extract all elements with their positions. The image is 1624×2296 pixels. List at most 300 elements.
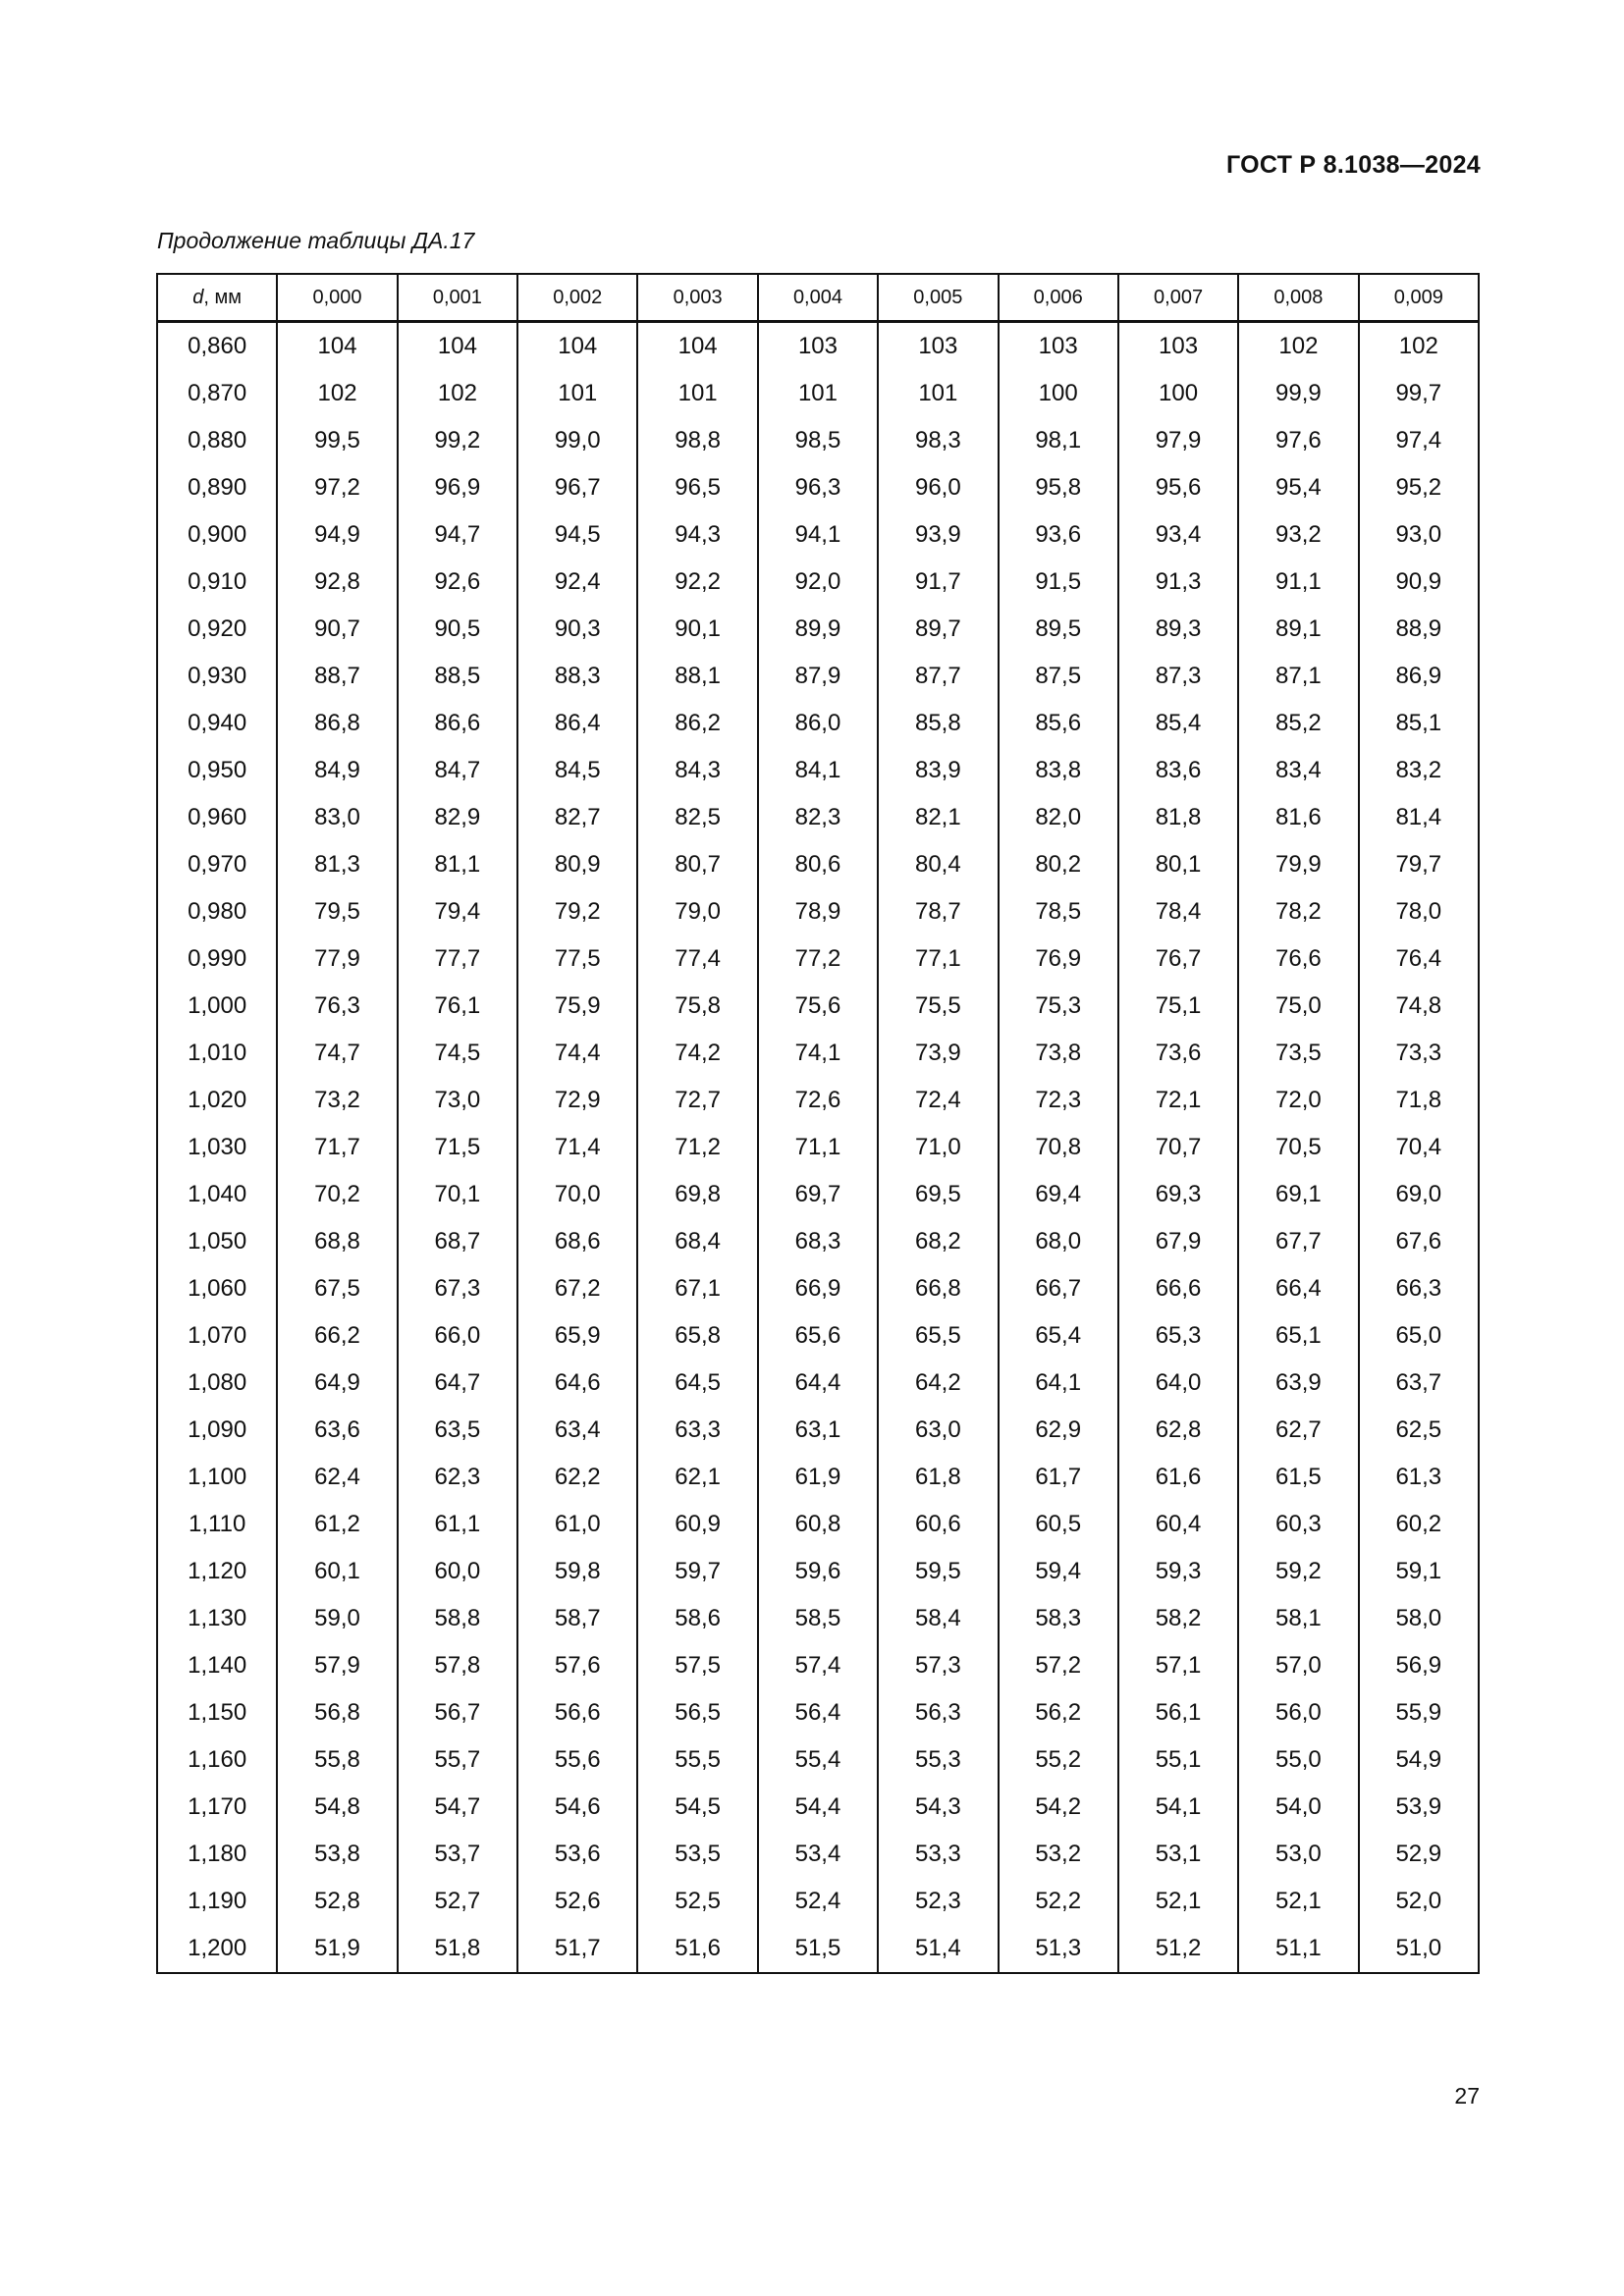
- d-unit: , мм: [203, 286, 243, 308]
- row-d-value: 1,110: [157, 1501, 277, 1548]
- table-cell: 62,8: [1118, 1407, 1238, 1454]
- table-cell: 76,7: [1118, 935, 1238, 983]
- table-cell: 85,6: [999, 700, 1118, 747]
- table-cell: 57,2: [999, 1642, 1118, 1689]
- table-cell: 66,2: [277, 1312, 397, 1360]
- data-table: [156, 273, 1480, 1974]
- table-cell: 92,2: [637, 559, 757, 606]
- table-cell: 85,4: [1118, 700, 1238, 747]
- table-cell: 53,0: [1238, 1831, 1358, 1878]
- table-cell: 57,9: [277, 1642, 397, 1689]
- row-d-value: 1,100: [157, 1454, 277, 1501]
- table-cell: 79,4: [398, 888, 517, 935]
- table-cell: 94,7: [398, 511, 517, 559]
- table-cell: 60,9: [637, 1501, 757, 1548]
- table-cell: 64,6: [517, 1360, 637, 1407]
- table-cell: 75,0: [1238, 983, 1358, 1030]
- table-cell: 54,4: [758, 1784, 878, 1831]
- table-cell: 54,0: [1238, 1784, 1358, 1831]
- table-cell: 104: [517, 322, 637, 371]
- table-cell: 56,6: [517, 1689, 637, 1736]
- table-cell: 73,8: [999, 1030, 1118, 1077]
- table-row: [157, 1312, 1479, 1360]
- table-cell: 60,3: [1238, 1501, 1358, 1548]
- table-cell: 60,1: [277, 1548, 397, 1595]
- table-cell: 78,4: [1118, 888, 1238, 935]
- table-cell: 94,5: [517, 511, 637, 559]
- table-cell: 79,7: [1359, 841, 1479, 888]
- table-cell: 53,1: [1118, 1831, 1238, 1878]
- table-cell: 93,6: [999, 511, 1118, 559]
- table-cell: 98,8: [637, 417, 757, 464]
- table-cell: 64,9: [277, 1360, 397, 1407]
- table-cell: 83,0: [277, 794, 397, 841]
- table-cell: 69,4: [999, 1171, 1118, 1218]
- table-cell: 60,5: [999, 1501, 1118, 1548]
- table-cell: 101: [637, 370, 757, 417]
- table-cell: 52,4: [758, 1878, 878, 1925]
- table-cell: 85,8: [878, 700, 998, 747]
- table-cell: 96,0: [878, 464, 998, 511]
- table-cell: 87,5: [999, 653, 1118, 700]
- d-symbol: d: [192, 286, 204, 308]
- row-d-value: 1,170: [157, 1784, 277, 1831]
- row-d-value: 1,010: [157, 1030, 277, 1077]
- table-cell: 77,5: [517, 935, 637, 983]
- table-cell: 82,7: [517, 794, 637, 841]
- table-cell: 71,7: [277, 1124, 397, 1171]
- table-cell: 71,0: [878, 1124, 998, 1171]
- table-cell: 83,8: [999, 747, 1118, 794]
- row-d-value: 1,050: [157, 1218, 277, 1265]
- table-header: [157, 274, 1479, 322]
- table-row: [157, 1784, 1479, 1831]
- table-cell: 92,6: [398, 559, 517, 606]
- table-cell: 99,0: [517, 417, 637, 464]
- table-cell: 93,9: [878, 511, 998, 559]
- table-cell: 52,9: [1359, 1831, 1479, 1878]
- table-cell: 72,6: [758, 1077, 878, 1124]
- table-cell: 79,0: [637, 888, 757, 935]
- table-cell: 60,0: [398, 1548, 517, 1595]
- table-cell: 80,2: [999, 841, 1118, 888]
- column-header: 0,007: [1118, 274, 1238, 322]
- table-cell: 70,2: [277, 1171, 397, 1218]
- table-cell: 57,1: [1118, 1642, 1238, 1689]
- table-cell: 53,9: [1359, 1784, 1479, 1831]
- table-cell: 67,7: [1238, 1218, 1358, 1265]
- table-cell: 70,0: [517, 1171, 637, 1218]
- table-cell: 66,8: [878, 1265, 998, 1312]
- table-cell: 51,2: [1118, 1925, 1238, 1973]
- table-row: [157, 1030, 1479, 1077]
- table-cell: 68,4: [637, 1218, 757, 1265]
- table-cell: 74,8: [1359, 983, 1479, 1030]
- table-cell: 63,4: [517, 1407, 637, 1454]
- table-cell: 77,9: [277, 935, 397, 983]
- table-cell: 51,7: [517, 1925, 637, 1973]
- table-cell: 97,9: [1118, 417, 1238, 464]
- table-row: [157, 1360, 1479, 1407]
- row-d-value: 0,870: [157, 370, 277, 417]
- table-cell: 65,1: [1238, 1312, 1358, 1360]
- table-cell: 55,9: [1359, 1689, 1479, 1736]
- table-cell: 63,0: [878, 1407, 998, 1454]
- table-cell: 104: [277, 322, 397, 371]
- table-cell: 58,3: [999, 1595, 1118, 1642]
- column-header: 0,008: [1238, 274, 1358, 322]
- table-cell: 73,2: [277, 1077, 397, 1124]
- table-cell: 77,4: [637, 935, 757, 983]
- table-cell: 65,3: [1118, 1312, 1238, 1360]
- table-cell: 96,3: [758, 464, 878, 511]
- table-cell: 61,5: [1238, 1454, 1358, 1501]
- table-cell: 56,4: [758, 1689, 878, 1736]
- table-cell: 75,1: [1118, 983, 1238, 1030]
- table-cell: 83,9: [878, 747, 998, 794]
- table-cell: 59,0: [277, 1595, 397, 1642]
- table-cell: 81,8: [1118, 794, 1238, 841]
- table-cell: 80,7: [637, 841, 757, 888]
- table-cell: 86,0: [758, 700, 878, 747]
- table-cell: 57,3: [878, 1642, 998, 1689]
- table-cell: 61,6: [1118, 1454, 1238, 1501]
- table-cell: 52,1: [1238, 1878, 1358, 1925]
- table-cell: 51,4: [878, 1925, 998, 1973]
- table-cell: 65,8: [637, 1312, 757, 1360]
- column-header: 0,000: [277, 274, 397, 322]
- table-cell: 102: [398, 370, 517, 417]
- table-cell: 85,1: [1359, 700, 1479, 747]
- table-cell: 61,3: [1359, 1454, 1479, 1501]
- row-d-value: 1,030: [157, 1124, 277, 1171]
- table-cell: 59,7: [637, 1548, 757, 1595]
- table-cell: 102: [1359, 322, 1479, 371]
- table-cell: 89,5: [999, 606, 1118, 653]
- table-cell: 103: [1118, 322, 1238, 371]
- table-cell: 88,1: [637, 653, 757, 700]
- table-cell: 88,3: [517, 653, 637, 700]
- table-cell: 64,4: [758, 1360, 878, 1407]
- table-cell: 54,7: [398, 1784, 517, 1831]
- table-cell: 58,1: [1238, 1595, 1358, 1642]
- table-row: [157, 1171, 1479, 1218]
- table-row: [157, 1831, 1479, 1878]
- table-cell: 56,0: [1238, 1689, 1358, 1736]
- table-cell: 58,8: [398, 1595, 517, 1642]
- table-cell: 97,2: [277, 464, 397, 511]
- table-cell: 104: [398, 322, 517, 371]
- table-cell: 82,0: [999, 794, 1118, 841]
- table-cell: 53,3: [878, 1831, 998, 1878]
- table-cell: 78,2: [1238, 888, 1358, 935]
- table-cell: 86,4: [517, 700, 637, 747]
- table-cell: 52,7: [398, 1878, 517, 1925]
- table-row: [157, 935, 1479, 983]
- table-cell: 70,5: [1238, 1124, 1358, 1171]
- table-cell: 80,4: [878, 841, 998, 888]
- row-d-value: 1,000: [157, 983, 277, 1030]
- table-cell: 83,6: [1118, 747, 1238, 794]
- table-cell: 72,1: [1118, 1077, 1238, 1124]
- table-cell: 52,8: [277, 1878, 397, 1925]
- table-cell: 63,1: [758, 1407, 878, 1454]
- table-cell: 54,5: [637, 1784, 757, 1831]
- table-cell: 81,1: [398, 841, 517, 888]
- table-cell: 99,5: [277, 417, 397, 464]
- table-cell: 79,9: [1238, 841, 1358, 888]
- table-cell: 78,5: [999, 888, 1118, 935]
- table-cell: 56,3: [878, 1689, 998, 1736]
- table-cell: 101: [517, 370, 637, 417]
- table-row: [157, 1595, 1479, 1642]
- table-cell: 59,8: [517, 1548, 637, 1595]
- table-cell: 56,9: [1359, 1642, 1479, 1689]
- row-d-value: 1,090: [157, 1407, 277, 1454]
- table-cell: 55,3: [878, 1736, 998, 1784]
- table-row: [157, 794, 1479, 841]
- table-cell: 55,0: [1238, 1736, 1358, 1784]
- table-cell: 53,8: [277, 1831, 397, 1878]
- table-cell: 66,9: [758, 1265, 878, 1312]
- table-cell: 72,9: [517, 1077, 637, 1124]
- table-cell: 58,5: [758, 1595, 878, 1642]
- table-cell: 57,6: [517, 1642, 637, 1689]
- table-cell: 71,2: [637, 1124, 757, 1171]
- table-cell: 76,1: [398, 983, 517, 1030]
- table-cell: 73,0: [398, 1077, 517, 1124]
- table-cell: 65,6: [758, 1312, 878, 1360]
- table-cell: 63,7: [1359, 1360, 1479, 1407]
- table-cell: 70,8: [999, 1124, 1118, 1171]
- table-cell: 76,9: [999, 935, 1118, 983]
- table-cell: 81,6: [1238, 794, 1358, 841]
- table-cell: 81,4: [1359, 794, 1479, 841]
- row-d-value: 0,860: [157, 322, 277, 371]
- table-cell: 60,2: [1359, 1501, 1479, 1548]
- table-cell: 70,4: [1359, 1124, 1479, 1171]
- row-d-value: 0,940: [157, 700, 277, 747]
- table-cell: 51,3: [999, 1925, 1118, 1973]
- table-row: [157, 1077, 1479, 1124]
- page-number: 27: [1454, 2083, 1480, 2109]
- row-d-value: 0,930: [157, 653, 277, 700]
- row-d-value: 1,200: [157, 1925, 277, 1973]
- table-cell: 59,4: [999, 1548, 1118, 1595]
- table-cell: 55,2: [999, 1736, 1118, 1784]
- table-cell: 82,9: [398, 794, 517, 841]
- table-cell: 76,6: [1238, 935, 1358, 983]
- table-cell: 54,3: [878, 1784, 998, 1831]
- table-cell: 89,3: [1118, 606, 1238, 653]
- table-cell: 72,4: [878, 1077, 998, 1124]
- table-cell: 103: [758, 322, 878, 371]
- table-cell: 73,6: [1118, 1030, 1238, 1077]
- table-body: [157, 322, 1479, 1974]
- table-cell: 82,5: [637, 794, 757, 841]
- table-cell: 51,0: [1359, 1925, 1479, 1973]
- table-cell: 87,9: [758, 653, 878, 700]
- table-cell: 91,7: [878, 559, 998, 606]
- table-cell: 51,1: [1238, 1925, 1358, 1973]
- table-cell: 69,8: [637, 1171, 757, 1218]
- table-cell: 56,1: [1118, 1689, 1238, 1736]
- table-cell: 90,1: [637, 606, 757, 653]
- table-cell: 63,3: [637, 1407, 757, 1454]
- table-row: [157, 1407, 1479, 1454]
- table-cell: 56,2: [999, 1689, 1118, 1736]
- table-cell: 72,7: [637, 1077, 757, 1124]
- table-cell: 67,1: [637, 1265, 757, 1312]
- table-cell: 71,4: [517, 1124, 637, 1171]
- table-cell: 53,2: [999, 1831, 1118, 1878]
- table-cell: 102: [277, 370, 397, 417]
- table-cell: 58,6: [637, 1595, 757, 1642]
- table-cell: 74,4: [517, 1030, 637, 1077]
- table-cell: 98,3: [878, 417, 998, 464]
- table-cell: 62,2: [517, 1454, 637, 1501]
- row-d-value: 0,880: [157, 417, 277, 464]
- row-d-value: 1,080: [157, 1360, 277, 1407]
- table-cell: 93,4: [1118, 511, 1238, 559]
- table-cell: 93,0: [1359, 511, 1479, 559]
- table-cell: 62,4: [277, 1454, 397, 1501]
- table-cell: 84,3: [637, 747, 757, 794]
- table-cell: 61,0: [517, 1501, 637, 1548]
- table-cell: 67,3: [398, 1265, 517, 1312]
- table-cell: 99,9: [1238, 370, 1358, 417]
- table-cell: 57,0: [1238, 1642, 1358, 1689]
- table-cell: 73,9: [878, 1030, 998, 1077]
- table-cell: 80,6: [758, 841, 878, 888]
- table-row: [157, 983, 1479, 1030]
- table-cell: 96,7: [517, 464, 637, 511]
- table-row: [157, 1689, 1479, 1736]
- header-row: [157, 274, 1479, 322]
- table-row: [157, 511, 1479, 559]
- row-d-value: 0,970: [157, 841, 277, 888]
- table-row: [157, 606, 1479, 653]
- table-row: [157, 700, 1479, 747]
- table-cell: 58,0: [1359, 1595, 1479, 1642]
- table-cell: 78,9: [758, 888, 878, 935]
- table-cell: 66,6: [1118, 1265, 1238, 1312]
- table-cell: 87,3: [1118, 653, 1238, 700]
- table-cell: 90,7: [277, 606, 397, 653]
- table-cell: 78,7: [878, 888, 998, 935]
- table-row: [157, 1878, 1479, 1925]
- table-cell: 95,2: [1359, 464, 1479, 511]
- table-cell: 70,1: [398, 1171, 517, 1218]
- table-cell: 61,2: [277, 1501, 397, 1548]
- table-cell: 95,8: [999, 464, 1118, 511]
- table-cell: 88,7: [277, 653, 397, 700]
- table-cell: 65,5: [878, 1312, 998, 1360]
- table-cell: 69,3: [1118, 1171, 1238, 1218]
- table-cell: 62,1: [637, 1454, 757, 1501]
- table-cell: 71,8: [1359, 1077, 1479, 1124]
- table-cell: 74,1: [758, 1030, 878, 1077]
- table-cell: 92,0: [758, 559, 878, 606]
- table-cell: 67,5: [277, 1265, 397, 1312]
- table-cell: 68,6: [517, 1218, 637, 1265]
- table-cell: 95,6: [1118, 464, 1238, 511]
- table-cell: 103: [999, 322, 1118, 371]
- row-d-value: 1,180: [157, 1831, 277, 1878]
- table-cell: 99,2: [398, 417, 517, 464]
- table-cell: 97,6: [1238, 417, 1358, 464]
- table-cell: 75,6: [758, 983, 878, 1030]
- row-d-value: 1,130: [157, 1595, 277, 1642]
- row-d-value: 0,890: [157, 464, 277, 511]
- table-cell: 52,5: [637, 1878, 757, 1925]
- table-cell: 65,0: [1359, 1312, 1479, 1360]
- table-cell: 79,2: [517, 888, 637, 935]
- table-cell: 86,8: [277, 700, 397, 747]
- table-row: [157, 1925, 1479, 1973]
- table-cell: 51,5: [758, 1925, 878, 1973]
- table-cell: 52,0: [1359, 1878, 1479, 1925]
- table-cell: 53,6: [517, 1831, 637, 1878]
- table-cell: 62,9: [999, 1407, 1118, 1454]
- table-row: [157, 1642, 1479, 1689]
- table-cell: 53,5: [637, 1831, 757, 1878]
- table-cell: 100: [1118, 370, 1238, 417]
- table-cell: 69,1: [1238, 1171, 1358, 1218]
- table-cell: 90,3: [517, 606, 637, 653]
- table-cell: 52,6: [517, 1878, 637, 1925]
- table-cell: 98,1: [999, 417, 1118, 464]
- table-row: [157, 370, 1479, 417]
- table-cell: 82,3: [758, 794, 878, 841]
- table-cell: 71,5: [398, 1124, 517, 1171]
- table-cell: 59,5: [878, 1548, 998, 1595]
- table-cell: 84,9: [277, 747, 397, 794]
- table-cell: 64,1: [999, 1360, 1118, 1407]
- table-cell: 74,5: [398, 1030, 517, 1077]
- table-cell: 55,5: [637, 1736, 757, 1784]
- table-cell: 100: [999, 370, 1118, 417]
- table-cell: 84,7: [398, 747, 517, 794]
- table-row: [157, 1454, 1479, 1501]
- table-cell: 55,6: [517, 1736, 637, 1784]
- table-cell: 87,7: [878, 653, 998, 700]
- table-cell: 83,2: [1359, 747, 1479, 794]
- row-d-value: 0,910: [157, 559, 277, 606]
- table-cell: 61,9: [758, 1454, 878, 1501]
- column-header: 0,001: [398, 274, 517, 322]
- table-cell: 90,5: [398, 606, 517, 653]
- table-cell: 86,6: [398, 700, 517, 747]
- table-cell: 73,5: [1238, 1030, 1358, 1077]
- table-cell: 64,2: [878, 1360, 998, 1407]
- table-cell: 75,8: [637, 983, 757, 1030]
- table-cell: 53,7: [398, 1831, 517, 1878]
- row-d-value: 0,920: [157, 606, 277, 653]
- table-cell: 55,1: [1118, 1736, 1238, 1784]
- table-cell: 73,3: [1359, 1030, 1479, 1077]
- table-cell: 68,7: [398, 1218, 517, 1265]
- row-d-value: 1,020: [157, 1077, 277, 1124]
- table-cell: 94,9: [277, 511, 397, 559]
- row-d-value: 1,190: [157, 1878, 277, 1925]
- table-cell: 89,9: [758, 606, 878, 653]
- table-cell: 97,4: [1359, 417, 1479, 464]
- table-cell: 56,8: [277, 1689, 397, 1736]
- row-d-value: 1,150: [157, 1689, 277, 1736]
- table-cell: 101: [878, 370, 998, 417]
- table-cell: 55,8: [277, 1736, 397, 1784]
